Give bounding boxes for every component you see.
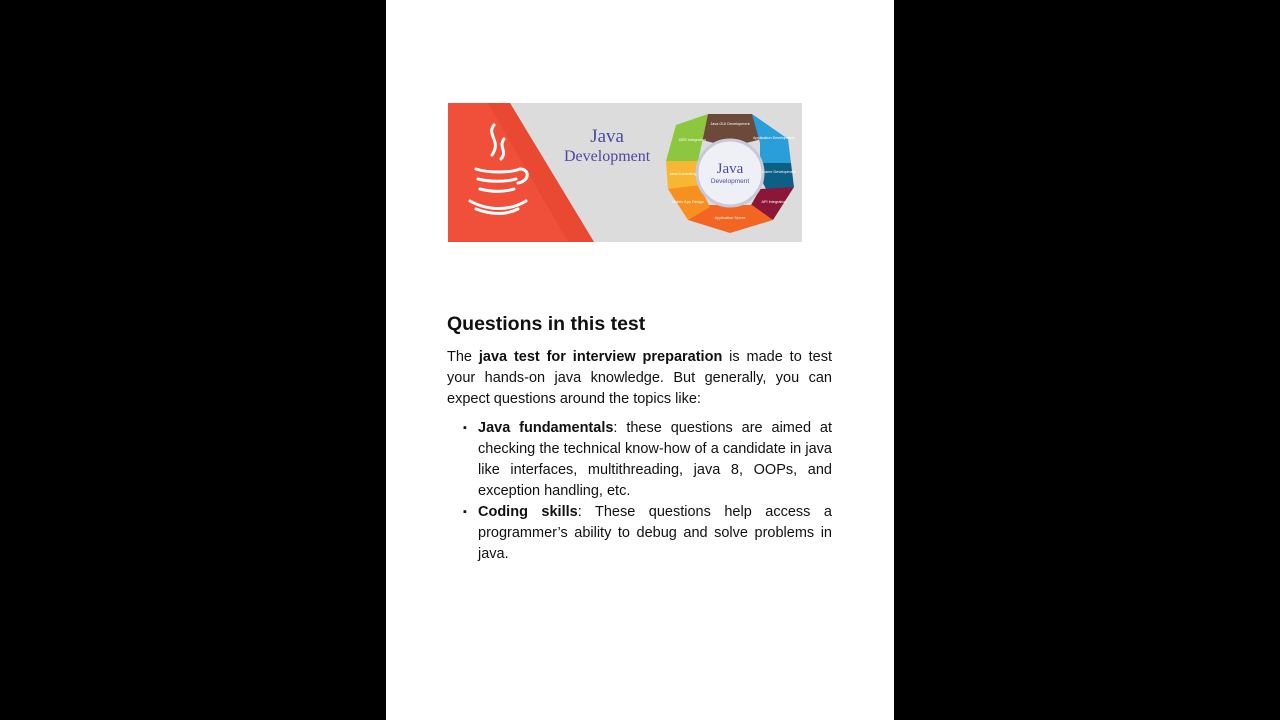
section-heading: Questions in this test — [447, 313, 646, 335]
wheel-center-title: Java — [716, 161, 744, 177]
banner-title-line2: Development — [564, 147, 651, 165]
topics-list — [447, 418, 832, 565]
list-item-term: Java fundamentals — [478, 420, 614, 436]
bullet-icon: ▪ — [463, 422, 467, 434]
java-development-banner — [448, 103, 802, 242]
segment-label: API Integration — [761, 200, 787, 204]
intro-paragraph — [447, 347, 832, 410]
segment-label: J2EE Integration — [677, 138, 707, 142]
segment-label: Mobile App Design — [672, 200, 704, 204]
bullet-icon: ▪ — [463, 506, 467, 518]
document-page — [386, 0, 894, 720]
segment-label: Application Development — [752, 136, 796, 140]
wheel-center-subtitle: Development — [710, 178, 750, 185]
segment-label: Java GUI Development — [710, 122, 750, 126]
intro-bold-phrase: java test for interview preparation — [478, 349, 723, 365]
list-item-term: Coding skills — [478, 504, 578, 520]
intro-prefix: The — [447, 349, 479, 365]
list-item — [447, 502, 832, 565]
banner-graphic — [448, 103, 802, 242]
list-item — [447, 418, 832, 502]
intro-suffix: is made to test your hands-on java knowledge. But generally, you can expect questions around the topics like: — [447, 349, 833, 407]
banner-title-line1: Java — [590, 126, 624, 148]
list-item-text: : these questions are aimed at checking the technical know-how of a candidate in java like interfaces, multithreading, java 8, OOPs, and exception handling, etc. — [478, 420, 832, 499]
list-item-text: : These questions help access a programmer’s ability to debug and solve problems in java. — [478, 504, 832, 562]
java-wheel-diagram — [666, 114, 797, 233]
segment-label: Game Development — [762, 170, 796, 174]
banner-title — [564, 127, 650, 165]
segment-label: Application Server — [714, 216, 746, 220]
segment-label: Java Consulting — [669, 172, 697, 176]
